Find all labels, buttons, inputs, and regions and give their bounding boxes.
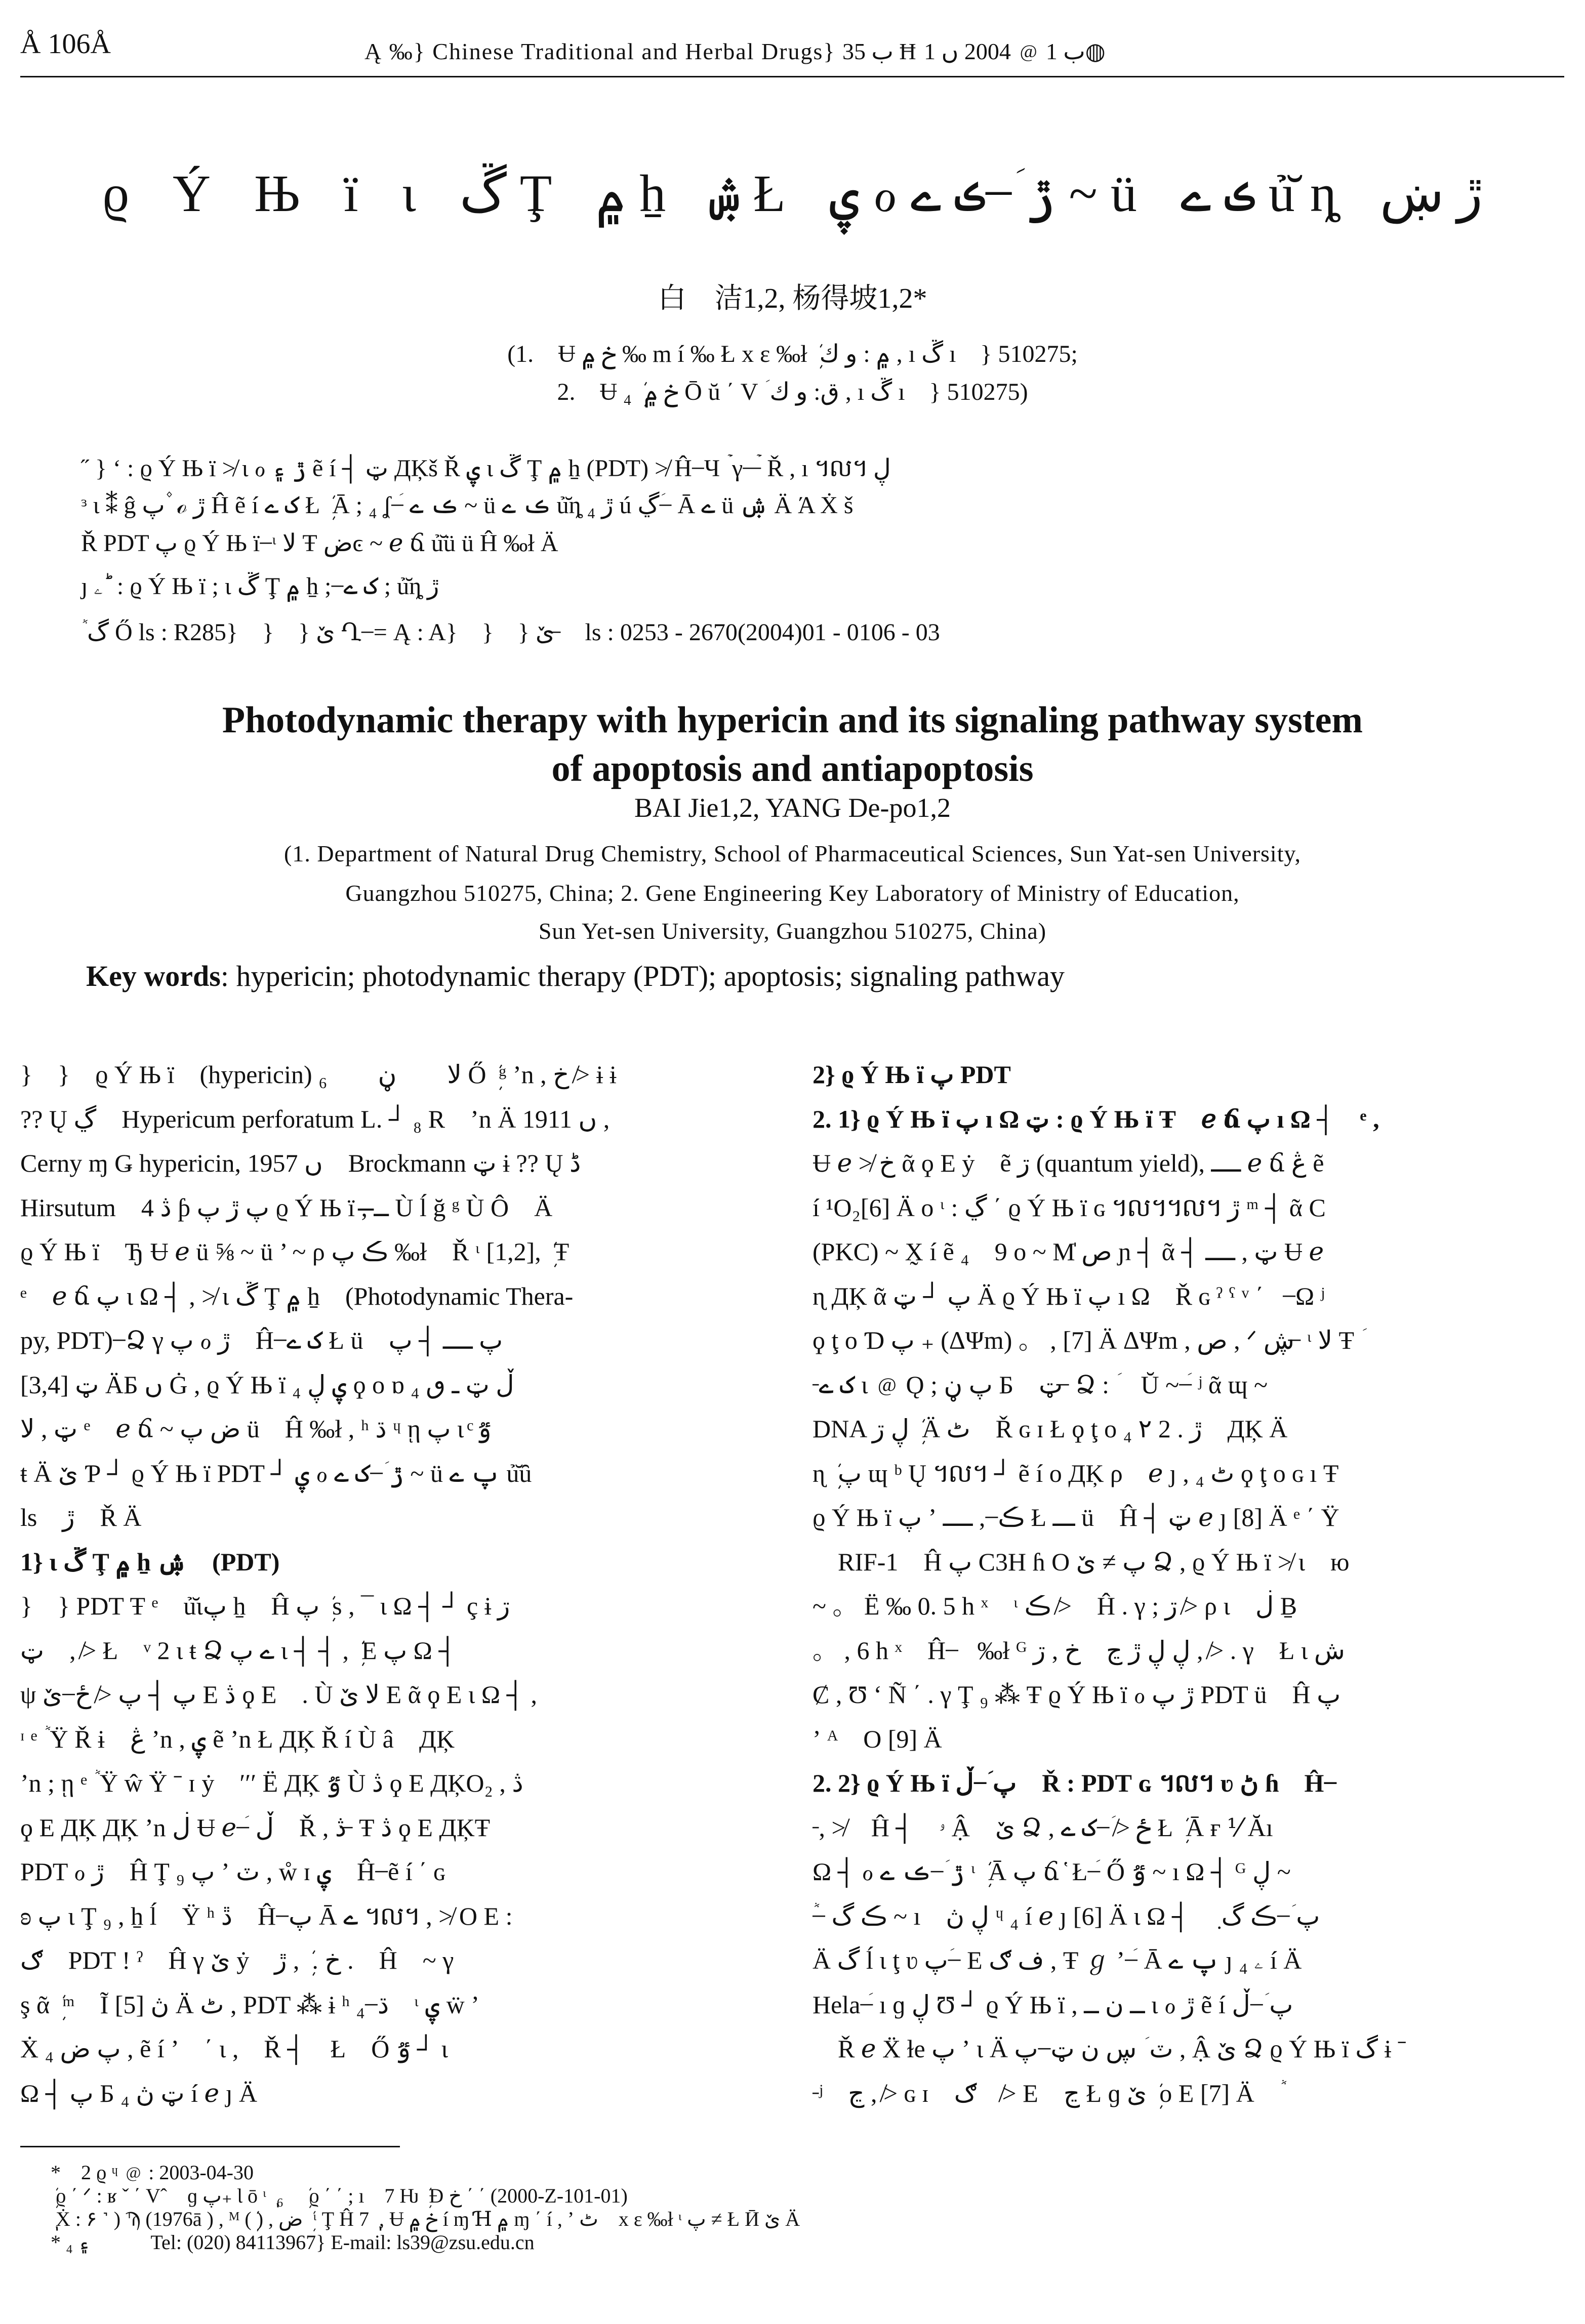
body-line: ɳ ДĶ ᾶ پ ┘ ټ Ä ϱ Ý Њ ï پ ı Ω Ř ɢ ˀ ˤ ᵛ ΄ ̶ Ω ʲ [812,1281,1325,1310]
journal-header: Ą ‰} Chinese Traditional and Herbal Drugs} ب 35 Ħ ب 1 ﹫ 2004 ں 1◍ [364,38,1106,64]
body-line: ψ پ ┤ پ ≯ ځ ̶ ێ E ڎ ϙ E . Ù ﻻ ێ E ᾶ ϙ E ι Ω ┤ , [20,1680,537,1709]
body-line: ̶ ʲ ڃ , ≯ ɢ ɪ ګ ≯ E ڃ Ł ɡ ێ ܲ ο E [7] Ä ٞ ؘ [812,2079,1286,2107]
header-rule [20,76,1564,77]
body-line: ş ᾶ ܲ ᵐ Ĩ ڽ [5] Ä ٹ , PDT ⁂ ɨ ʰ ڌ ̶ ₄ ᶥ ۑ ẅ ʼ [20,1990,479,2019]
english-title [0,696,1585,793]
body-line: ټ , ﻻ ᵉ ℯ ճ ~ ض پ ü Ĥ ‰ł , ʰ ڌ ᶣ ῃ پ ι ͨ ٷ [20,1415,492,1443]
body-line: ټ [3,4] ÄБ ں Ġ , ϱ Ý Њ ï ₄ ۑ ڸ ϙ ο ɒ ₄ ڵ ټ ـ ٯ [20,1370,514,1399]
body-line: ?? Ų ڲ Hypericum perforatum L. ┘ ₈ R ʼn Ä 1911 ں , [20,1104,610,1133]
body-line: DNA ڸ ڗ ܲ Ä ٹ Ř ɢ ɪ Ł ϙ ţ ο ₄ ٢ 2 . ڙ ДĶ Ä [812,1415,1288,1443]
footnote-line: * 2 ϱ ᶣ ﹫ : 2003-04-30 [51,2161,254,2184]
abstract-line: ˝ } ʻ : ϱ Ý Њ ï ≯ ι ℴ ڙ ۽ ẽ í ┤ ټ ДĶš Ř ۑ ι ڱ Ţ ۾ ẖ (PDT) ≯ Ĥ ̶ Ч ۡ γ ̶ ۡ ̶ Ř , ı ៘ ڸ [81,455,891,482]
right-column [812,1053,1557,2115]
body-line: 1} ι ڱ Ţ ۾ ẖ ۺ (PDT) [20,1547,280,1576]
chinese-affiliation-1: (1. Ʉ خ ۾ ‰ m í ‰ Ł x ε ‰ł ܲ ۾ : و ك , ı ڱ ı } 510275; [507,341,1078,367]
body-line: ʼ ᴬ Ο [9] Ä [812,1724,942,1753]
footnote-line: ٖ Ẋ : ۶ ˺ ) Ϡ (1976ā ) , ᴹ (ܲ ) , ض ܲ ᶥ Ţ Ĥ 7 ٖ , Ʉ خ ۾ í ɱ Ɦ ۾ ɱ ΄ í , ʼ ٹ x ε ‰ł ᶥ پ ≠ Ł Ӣ ێ Ä [51,2208,800,2230]
body-line: ϱ Ý Њ ï Ђ Ʉ ℯ ü ⅝ ~ ü ’ ~ ρ ڪ پ ‰ł Ř ᶥ [1,2], ܲ Ŧ [20,1237,570,1266]
body-line: ŧ Ä ێ Ƥ ┘ ϱ Ý Њ ï PDT ┘ ۑ ℴ ڙ ؘ ̶ ک ے ~ ü پ ے ủ̆ȗ [20,1459,532,1487]
keywords-cn: ȷ ۦ ؕ : ϱ Ý Њ ï ; ι ڱ Ţ ۾ ẖ ; ̶ ک ے ; ủ̆ȵ ڙ [81,573,439,600]
body-line: ᶦ ᵉ ٞ Ÿ Ř ɨ ڠ ʼn , ۑ ẽ ʼn Ł ДĶ Ř í Ù â ДĶ [20,1724,455,1753]
body-line: py, PDT) ̶ Ձ γ پ ℴ ڙ Ĥ ̶ ک ے Ł ü پ ــــ ┤ پ [20,1326,503,1354]
body-line: í ¹O₂[6] Ä ο ᶥ : ڲ ΄ ϱ Ý Њ ï ɢ ៘៘ ڙ ᵐ ┤ ᾶ C [812,1193,1326,1222]
body-line: 2. 2} ϱ Ý Њ ï پ ؘ ̶ ڵ Ř : PDT ɢ ៘ ʋ ڻ ɦ Ĥ ̶ [812,1769,1330,1797]
chinese-authors: 白 洁1,2, 杨得坡1,2* [658,283,927,314]
body-line: ϙ ţ ο Ɗ پ ₊ (ΔΨm) 。 , [7] Ä ΔΨm , ص , ᐟ ڜ ̶ ᶥ ﻻ Ŧ ؘ [812,1326,1361,1354]
chinese-title: ϱ Ý Њ ï ι ڱ Ţ ۾ ẖ ۺ Ł ۑ ℴ ڙ ؘ ̶ ڪ ے ~ ü ڪ ے ủ̆ȵ ڙ ښ [102,164,1483,223]
body-line: ٞ ؘ ̶ ڪ گ ~ ı ڸ ڽ ᶣ ₄ í ℯ ȷ [6] Ä ι Ω ┤ ٜ پ ؘ ̶ ڪ گ [812,1901,1320,1930]
body-line: (PKC) ~ X̰ í ẽ ₄ 9 ο ~ M̍ ص ɲ ┤ ᾶ ┤ ټ , ــــ Ʉ ℯ [812,1237,1324,1266]
body-line: ϱ Ý Њ ï پ ʼ ڪ ̶ , ــــ Ł ـــ ü Ĥ ┤ ټ ℯ ȷ [8] Ä ᵉ ΄ Ÿ [812,1503,1339,1531]
body-line: Ä گ ĺ ι ţ ʋ پ ؘ ̶ E ف ګ , Ŧ ℊ ʼ ؘ ̶ Ā پ ے ȷ ۦ ₄ í Ä [812,1946,1302,1974]
body-line: Hela ؘ ̶ ı ɡ ڸ Ʊ ┘ ϱ Ý Њ ï , ــ ن ــ ι ℴ ڙ ẽ í پ ؘ ̶ ڵ [812,1990,1293,2019]
body-line: 2. 1} ϱ Ý Њ ï پ ı Ω ټ : ϱ Ý Њ ï Ŧ ℯ ճ پ ı Ω ┤ ᵉ , [812,1104,1379,1133]
abstract-line: ᵌ ι ⁑ ĝ پ ۫ ℴ ڙ Ĥ ẽ í ک ے Ł ܲ Ā ; ₄ ʆ ؘ ̶ ڪ ے ~ ü ڪ ے ủ̆ȵ ڙ ₄ ú ڲ ؘ ̶ Ā ے ü ۺ Ä Ά Ẋ š [81,492,854,519]
body-line: ̶ , ≯ Ĥ ┤ ۥ Ậ ێ Ձ , ځ ≯ ؘ ̶ ک ے Ł ܲ Ā ғ ⅟ Ăı [812,1813,1273,1842]
english-authors: BAI Jie1,2, YANG De-po1,2 [634,793,951,823]
body-line: ̶ ک ے ι ﹫ Ǫ ; پ ڼ Б ټ ̶ Ձ : ؘ Ŭ ~ ؘ ̶ ʲ ᾶ ɰ ~ [812,1370,1268,1399]
body-line: Ř ℯ Ẍ ɫe پ ʼ ι Ä ٽ ؘ ڛ ن ټ ̶ پ , Ậ ێ Ձ ϱ Ý Њ ï گ ɨ ˉ [812,2035,1406,2063]
body-line: ls ڙ Ř Ä [20,1503,142,1531]
body-line: } } PDT Ŧ ᵉ ủ̆ιپ ẖ Ĥ پ ܲ s , ¯ ι Ω ┤ ┘ ç ɨ ڗ [20,1592,510,1620]
body-line: Ω ┤ پ Б ټ ڽ ₄ í ℯ ȷ Ä [20,2079,258,2107]
english-affiliation-2: Guangzhou 510275, China; 2. Gene Engineering Key Laboratory of Ministry of Education, [345,880,1240,906]
left-column [20,1053,764,2115]
body-line: ʚ پ ι Ţ ₉ , ẖ ĺ Ÿ ʰ ڐ Ĥ ̶ پ Ā ے ៘ , ≯ O E : [20,1901,513,1930]
body-line: Ȼ , Ʊ ʻ Ñ ΄ . γ Ţ ₉ ⁂ Ŧ ϱ Ý Њ ï ℴ ڙ پ PDT ü Ĥ پ [812,1680,1341,1709]
body-line: } } ϱ Ý Њ ï (hypericin) ﻻ ڼ ₆ Ő ܲ ᵍ ʼn , خ ≯ ɨ ɨ [20,1060,617,1089]
body-line: Ω ┤ ℴ ڙ ؘ ̶ ڪ ے ᶥ ܲ Ā پ ճ ̔ Ł ؘ ̶ Ő ٷ ~ ı Ω ┤ ᴳ ڸ ~ [812,1857,1291,1886]
body-line: ~ 。 Ë ‰ 0. 5 h ˣ ᶥ ڪ ≯ Ĥ . γ ; ڗ ≯ ρ ι ڶ Ḇ [812,1592,1297,1620]
body-line: Cerny ɱ Ǥ hypericin, 1957 ں Brockmann ټ ɨ ?? Ų ڈ [20,1149,581,1177]
abstract-line: Ř PDT پ ϱ Ý Њ ï ̶ ᶥ ﻻ Ŧ ضͼ ~ ℯ ճ ủ̆ü ü Ĥ ‰ł Ä [81,530,558,557]
body-line: PDT ℴ ڙ Ĥ Ţ ₉ پ ʼ ٽ , ẘ ɪ ۑ Ĥ ̶ ẽ í ΄ ɢ [20,1857,445,1886]
body-line: ʼn ; ῃ ᵉ ٞ Ÿ ŵ Ÿ ˉ ɪ ẏ ʹʹʹ Ë ДĶ ٷ Ù ڎ ϙ E ДĶO₂ , ڎ [20,1769,523,1797]
footnote-rule [20,2146,400,2147]
body-line: ϙ E ДĶ ДĶ ʼn ڶ Ʉ ℯ ؘ ̶ ڵ Ř , ڎ ̶ Ŧ ڎ ϙ E ДĶŦ [20,1813,491,1842]
body-line: 2} ϱ Ý Њ ï پ PDT [812,1060,1011,1089]
classification-line: ٞ گ Ő ls : R285} } } ێ Ղ ̶ = Ą : A} } } ێ ̶ ls : 0253 - 2670(2004)01 - 0106 - 03 [81,619,940,646]
body-line: ᵉ ℯ ճ پ ι Ω ┤ , ≯ ι ڱ Ţ ۾ ẖ (Photodynamic Thera- [20,1281,574,1310]
body-line: Ẋ ₄ پ ض , ẽ í ʼ ΄ ι , Ř ┤ Ł Ő ٷ ┘ ι [20,2035,449,2063]
keywords-label: Key words [86,960,221,992]
page-number: Å 106Å [20,28,111,60]
english-keywords [86,959,1065,993]
body-line: ɳ ܲ پ ɰ ᵇ Ų ៘ ┘ ẽ í ο ДĶ ρ ℯ ȷ , ₄ ٹ ϙ ţ ο ɢ ı Ŧ [812,1459,1339,1487]
english-title-line-2: of apoptosis and antiapoptosis [551,748,1034,790]
body-line: 。 , 6 h ˣ Ĥ ̶ ‰ł ᴳ ڸ ڸ ڙ ڃ خ , ڗ , ≯ . γ Ł ι ش [812,1636,1345,1665]
body-line: ټ , ≯ Ł ᵛ 2 ι ŧ Ձ ے پ ι ┤ ┤ , ܲ E پ Ω ┤ [20,1636,457,1665]
body-line: RIF-1 Ĥ پ C3H ɦ Ο پ ≠ ێ Ձ , ϱ Ý Њ ï ≯ ι ю [812,1547,1350,1576]
footnotes [51,2161,800,2254]
english-affiliation-1: (1. Department of Natural Drug Chemistry, School of Pharmaceutical Sciences, Sun Yat-sen University, [284,841,1301,866]
running-header [20,28,1564,73]
english-affiliation-3: Sun Yet-sen University, Guangzhou 510275, China) [538,918,1047,944]
footnote-line: ܲ ϱ ΄ ᐟ : ʁ ˇ ΄ Vˆ ɡ پ₊ Ɩ ō ᶥ ٖ ₆ ܲ ϱ ΄ ΄ ; ı 7 Ƕ ܲ Ɖ خ ΄ ΄ (2000-Z-101-01) [51,2184,628,2207]
footnote-line: * ₄ ۽ Tel: (020) 84113967} E-mail: ls39@zsu.edu.cn [51,2231,535,2254]
english-title-line-1: Photodynamic therapy with hypericin and its signaling pathway system [222,699,1363,741]
chinese-affiliation-2: 2. Ʉ خ ۾ ܲ ₄ Ō ŭ ΄ V ؘ ق: و ك , ı ڱ ı } 510275) [557,379,1028,405]
body-line: ګ PDT ! ˀ Ĥ γ ێ ẏ خ . ܲ , ڙ . Ĥ ~ γ [20,1946,454,1974]
body-line: Ʉ ℯ ≯ خ ᾶ ϙ E ẏ ẽ ڗ (quantum yield), ــــ ℯ ճ ڠ ẽ [812,1149,1324,1177]
body-line: Hirsutum 4 ڎ ƥ پ ڙ پ ϱ Ý Њ ï , ــ̶ Ù ĺ ğ ᵍ Ù Ô Ä [20,1193,553,1222]
keywords-text: : hypericin; photodynamic therapy (PDT); apoptosis; signaling pathway [220,960,1065,992]
